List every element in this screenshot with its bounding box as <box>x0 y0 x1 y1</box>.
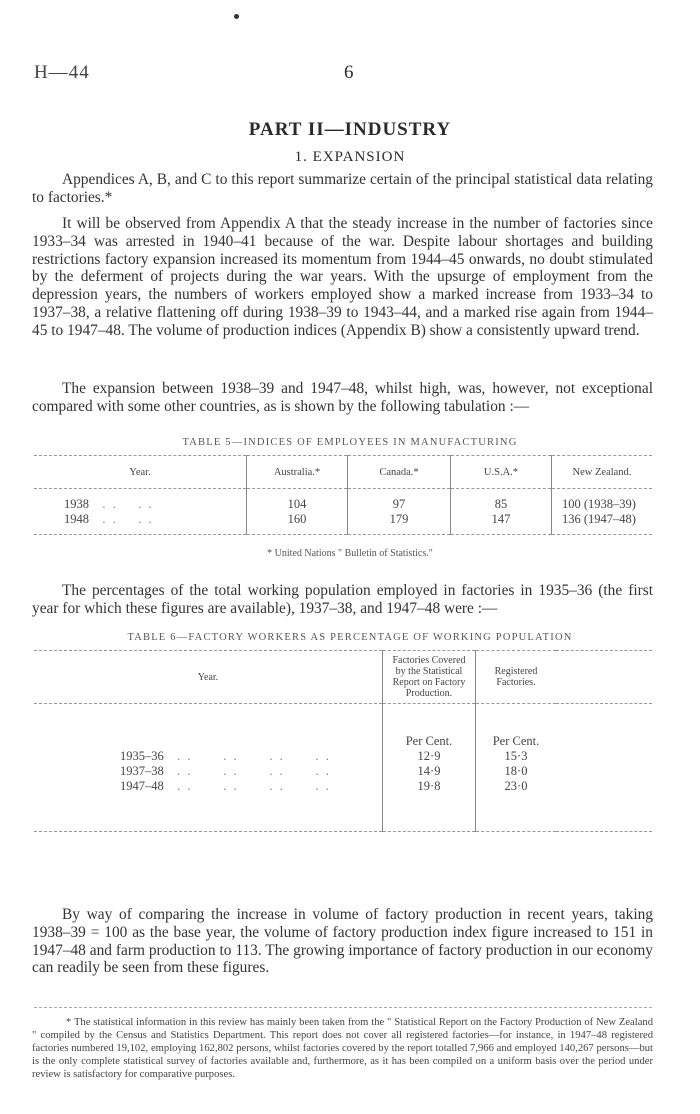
paragraph-1: Appendices A, B, and C to this report summarize certain of the principal statistical data relating to factories.* <box>32 171 653 206</box>
table-row <box>34 749 652 764</box>
table5 <box>34 455 652 535</box>
table-row <box>34 779 652 832</box>
table6-cell: 14·9 <box>383 764 476 779</box>
table-row <box>34 497 652 512</box>
table6-year: 1937–38 . . . . . . . . <box>120 764 331 778</box>
table5-cell: 104 <box>247 497 348 512</box>
ink-dot <box>234 14 239 19</box>
table6-unit: Per Cent. <box>383 734 476 749</box>
table5-cell: 85 <box>451 497 552 512</box>
table6-year: 1935–36 . . . . . . . . <box>120 749 331 763</box>
table5-year: 1948 . . . . <box>34 512 247 535</box>
table6 <box>34 650 652 832</box>
table5-header-year: Year. <box>34 456 247 489</box>
table5-header-nz: New Zealand. <box>552 456 653 489</box>
table5-caption: TABLE 5—INDICES OF EMPLOYEES IN MANUFACTURING <box>182 437 518 448</box>
table6-unit: Per Cent. <box>476 734 557 749</box>
table5-cell: 97 <box>348 497 451 512</box>
table6-cell: 23·0 <box>476 779 557 832</box>
table6-cell: 18·0 <box>476 764 557 779</box>
paragraph-4: The percentages of the total working population employed in factories in 1935–36 (the first year for which these figures are available), 1937–38, and 1947–48 were :— <box>32 582 653 617</box>
table-row <box>34 512 652 535</box>
paragraph-2: It will be observed from Appendix A that the steady increase in the number of factories since 1933–34 was arrested in 1940–41 because of the war. Despite labour shortages and building restrictions factory expansion increased its momentum from 1944–45 onwards, no doubt stimulated by the deferment of projects during the war years. With the upsurge of employment from the depression years, the numbers of workers employed show a marked increase from 1933–34 to 1937–38, a relative flattening off during 1938–39 to 1943–44, and a marked rise again from 1944–45 to 1947–48. The volume of production indices (Appendix B) show a consistently upward trend. <box>32 215 653 339</box>
table6-caption: TABLE 6—FACTORY WORKERS AS PERCENTAGE OF WORKING POPULATION <box>127 632 573 643</box>
part-title: PART II—INDUSTRY <box>248 119 452 140</box>
table6-header-registered: Registered Factories. <box>476 651 557 704</box>
table6-header-report: Factories Covered by the Statistical Report on Factory Production. <box>383 651 476 704</box>
table5-cell: 136 (1947–48) <box>552 512 653 535</box>
table6-header-row <box>34 651 652 704</box>
table5-footnote: * United Nations " Bulletin of Statistics." <box>267 548 433 559</box>
table-row <box>34 764 652 779</box>
table5-cell: 100 (1938–39) <box>552 497 653 512</box>
page-number: 6 <box>344 62 354 83</box>
table5-header-canada: Canada.* <box>348 456 451 489</box>
footnote-divider <box>34 1007 652 1008</box>
table5-header-usa: U.S.A.* <box>451 456 552 489</box>
table6-header-year: Year. <box>34 651 383 704</box>
table6-cell: 15·3 <box>476 749 557 764</box>
table6-cell: 12·9 <box>383 749 476 764</box>
table5-cell: 179 <box>348 512 451 535</box>
table5-header-australia: Australia.* <box>247 456 348 489</box>
section-title: 1. EXPANSION <box>294 149 406 165</box>
table5-header-row <box>34 456 652 489</box>
table5-year: 1938 . . . . <box>64 497 154 511</box>
table5-cell: 147 <box>451 512 552 535</box>
page-id: H—44 <box>34 62 90 83</box>
paragraph-3: The expansion between 1938–39 and 1947–48, whilst high, was, however, not exceptional compared with some other countries, as is shown by the following tabulation :— <box>32 380 653 415</box>
table5-cell: 160 <box>247 512 348 535</box>
paragraph-5: By way of comparing the increase in volume of factory production in recent years, taking 1938–39 = 100 as the base year, the volume of factory production index figure increased to 151 in 1947–48 and farm production to 113. The growing importance of factory production in our economy can readily be seen from these figures. <box>32 906 653 977</box>
table6-year: 1947–48 . . . . . . . . <box>34 779 383 832</box>
footnote: * The statistical information in this review has mainly been taken from the " Statistical Report on the Factory Production of New Zealand " compiled by the Census and Statistics Department. This report does not cover all registered factories—for instance, in 1947–48 registered factories numbered 19,102, employing 162,802 persons, whilst factories covered by the report totalled 7,966 and employed 140,267 persons—but is the only complete statistical survey of factories available and, furthermore, as it has been compiled on a uniform basis over the period under review is satisfactory for comparative purposes. <box>32 1017 653 1080</box>
table6-unit-row <box>34 734 652 749</box>
table6-cell: 19·8 <box>383 779 476 832</box>
